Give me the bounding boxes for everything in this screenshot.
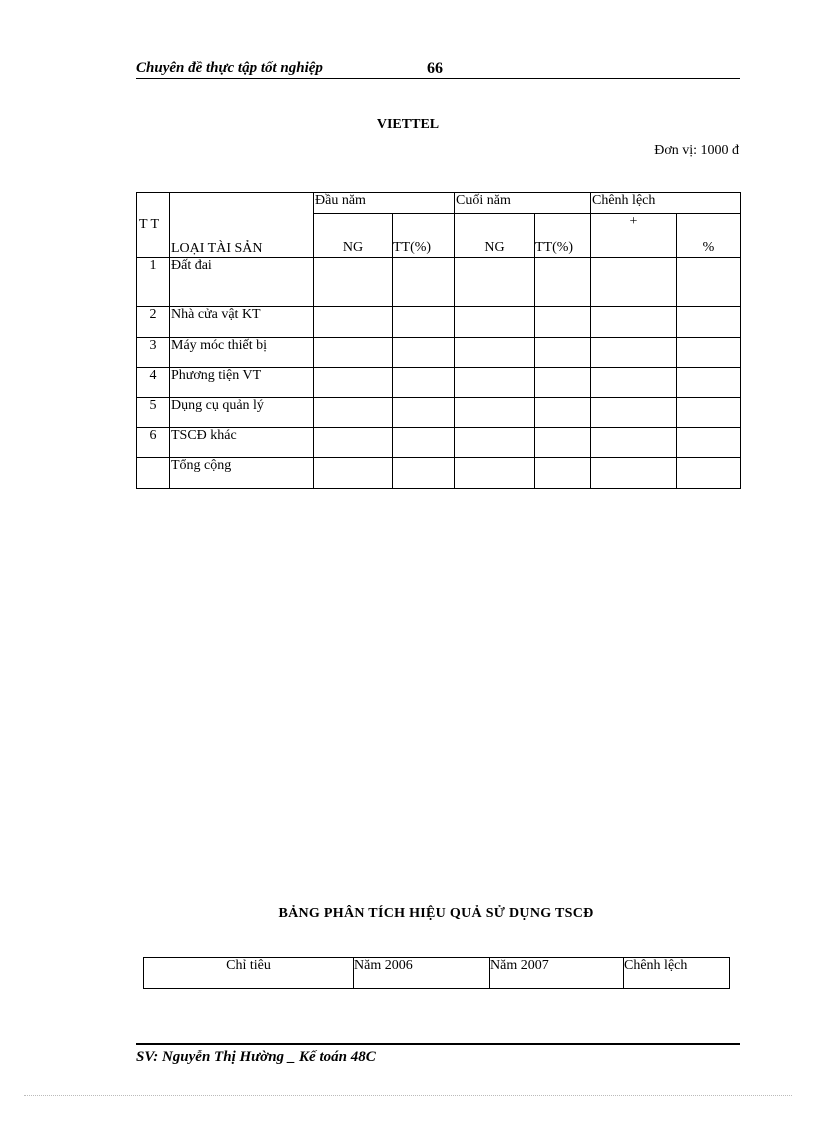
company-name: VIETTEL — [376, 117, 440, 132]
col-nam-2006: Năm 2006 — [354, 958, 490, 989]
cell — [677, 428, 741, 458]
cell — [591, 368, 677, 398]
cell — [591, 307, 677, 338]
header-title: Chuyên đề thực tập tốt nghiệp — [136, 60, 323, 76]
col-tt-header: T T — [137, 193, 170, 258]
cell — [314, 458, 393, 489]
header-rule — [136, 78, 740, 79]
cell — [314, 338, 393, 368]
cell — [535, 458, 591, 489]
cell — [455, 368, 535, 398]
cell — [535, 307, 591, 338]
row-asset-name: Dụng cụ quản lý — [170, 398, 314, 428]
cell — [535, 368, 591, 398]
cell — [455, 307, 535, 338]
cell — [677, 458, 741, 489]
cell — [455, 428, 535, 458]
row-asset-name: TSCĐ khác — [170, 428, 314, 458]
sub-tt-dau: TT(%) — [393, 214, 455, 258]
row-number — [137, 458, 170, 489]
sub-ng-dau: NG — [314, 214, 393, 258]
table-row-total — [137, 458, 741, 489]
row-number: 3 — [137, 338, 170, 368]
row-number: 5 — [137, 398, 170, 428]
table-row — [137, 368, 741, 398]
cell — [591, 338, 677, 368]
cell — [393, 258, 455, 307]
row-number: 4 — [137, 368, 170, 398]
group-dau-nam: Đầu năm — [314, 193, 455, 214]
cell — [393, 368, 455, 398]
page-bottom-dotted-line — [24, 1095, 792, 1096]
footer-rule — [136, 1043, 740, 1045]
col-chenh-lech: Chênh lệch — [624, 958, 730, 989]
cell — [455, 338, 535, 368]
table-row — [137, 338, 741, 368]
cell — [393, 398, 455, 428]
efficiency-table — [143, 957, 730, 989]
table-row — [137, 258, 741, 307]
unit-label: Đơn vị: 1000 đ — [654, 143, 739, 158]
cell — [535, 258, 591, 307]
cell — [677, 338, 741, 368]
cell — [455, 398, 535, 428]
footer-text: SV: Nguyễn Thị Hường _ Kế toán 48C — [136, 1049, 376, 1065]
row-number: 2 — [137, 307, 170, 338]
cell — [393, 428, 455, 458]
row-asset-name: Nhà cửa vật KT — [170, 307, 314, 338]
row-asset-name: Đất đai — [170, 258, 314, 307]
table-row — [137, 398, 741, 428]
cell — [314, 398, 393, 428]
table-row — [137, 428, 741, 458]
cell — [314, 258, 393, 307]
cell — [591, 398, 677, 428]
cell — [677, 307, 741, 338]
cell — [535, 398, 591, 428]
sub-ng-cuoi: NG — [455, 214, 535, 258]
row-asset-name: Máy móc thiết bị — [170, 338, 314, 368]
cell — [455, 458, 535, 489]
col-loai-header: LOẠI TÀI SẢN — [170, 193, 314, 258]
cell — [393, 307, 455, 338]
row-number: 6 — [137, 428, 170, 458]
row-asset-name: Tổng cộng — [170, 458, 314, 489]
cell — [314, 428, 393, 458]
cell — [393, 338, 455, 368]
table-row — [137, 307, 741, 338]
cell — [314, 368, 393, 398]
cell — [455, 258, 535, 307]
col-chi-tieu: Chỉ tiêu — [144, 958, 354, 989]
cell — [591, 458, 677, 489]
cell — [591, 428, 677, 458]
cell — [393, 458, 455, 489]
page-number: 66 — [427, 60, 443, 77]
row-number: 1 — [137, 258, 170, 307]
cell — [677, 368, 741, 398]
asset-table — [136, 192, 741, 489]
sub-percent: % — [677, 214, 741, 258]
efficiency-table-title: BẢNG PHÂN TÍCH HIỆU QUẢ SỬ DỤNG TSCĐ — [278, 906, 594, 921]
col-nam-2007: Năm 2007 — [490, 958, 624, 989]
cell — [535, 428, 591, 458]
cell — [677, 258, 741, 307]
row-asset-name: Phương tiện VT — [170, 368, 314, 398]
group-cuoi-nam: Cuối năm — [455, 193, 591, 214]
group-chenh-lech: Chênh lệch — [591, 193, 741, 214]
sub-tt-cuoi: TT(%) — [535, 214, 591, 258]
cell — [591, 258, 677, 307]
cell — [314, 307, 393, 338]
sub-plus: + — [591, 214, 677, 258]
cell — [677, 398, 741, 428]
cell — [535, 338, 591, 368]
